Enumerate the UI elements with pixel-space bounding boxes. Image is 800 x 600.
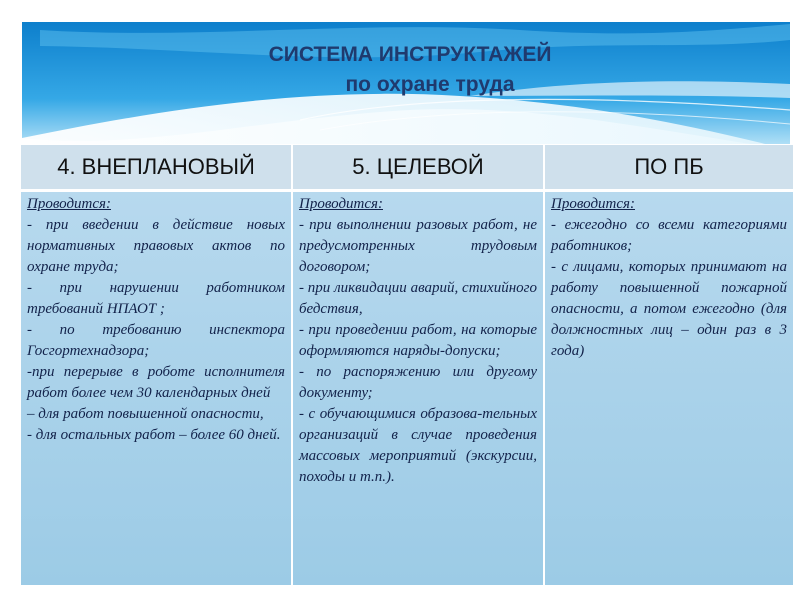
title-line-2: по охране труда [345, 73, 515, 96]
list-item: - с обучающимися образова-тельных организаций в случае проведения массовых мероприятий (экскурсии, походы и т.п.). [299, 406, 537, 485]
list-item: - для остальных работ – более 60 дней. [27, 427, 281, 443]
list-item: - с лицами, которых принимают на работу повышенной пожарной опасности, а потом ежегодно (для должностных лиц – один раз в 3 года) [551, 259, 787, 359]
list-item: - при проведении работ, на которые оформляются наряды-допуски; [299, 322, 537, 359]
list-item: - по распоряжению или другому документу; [299, 364, 537, 401]
column-fire-safety [545, 192, 793, 585]
column-lead: Проводится: [27, 196, 111, 212]
list-item: - по требованию инспектора Госгортехнадзора; [27, 322, 285, 359]
column-lead: Проводится: [299, 196, 383, 212]
list-item: -при перерыве в роботе исполнителя работ более чем 30 календарных дней [27, 364, 285, 401]
instruction-table [20, 144, 794, 586]
list-item: – для работ повышенной опасности, [27, 406, 264, 422]
title-line-1: СИСТЕМА ИНСТРУКТАЖЕЙ [268, 43, 552, 66]
column-targeted [293, 192, 545, 585]
column-lead: Проводится: [551, 196, 635, 212]
list-item: - при нарушении работником требований НПАОТ ; [27, 280, 285, 317]
list-item: - ежегодно со всеми категориями работников; [551, 217, 787, 254]
list-item: - при ликвидации аварий, стихийного бедствия, [299, 280, 537, 317]
list-item: - при выполнении разовых работ, не предусмотренных трудовым договором; [299, 217, 537, 275]
header-fire-safety: ПО ПБ [545, 145, 793, 189]
slide-title [150, 40, 670, 100]
list-item: - при введении в действие новых нормативных правовых актов по охране труда; [27, 217, 285, 275]
header-targeted: 5. ЦЕЛЕВОЙ [293, 145, 545, 189]
column-unscheduled [21, 192, 293, 585]
header-unscheduled: 4. ВНЕПЛАНОВЫЙ [21, 145, 293, 189]
